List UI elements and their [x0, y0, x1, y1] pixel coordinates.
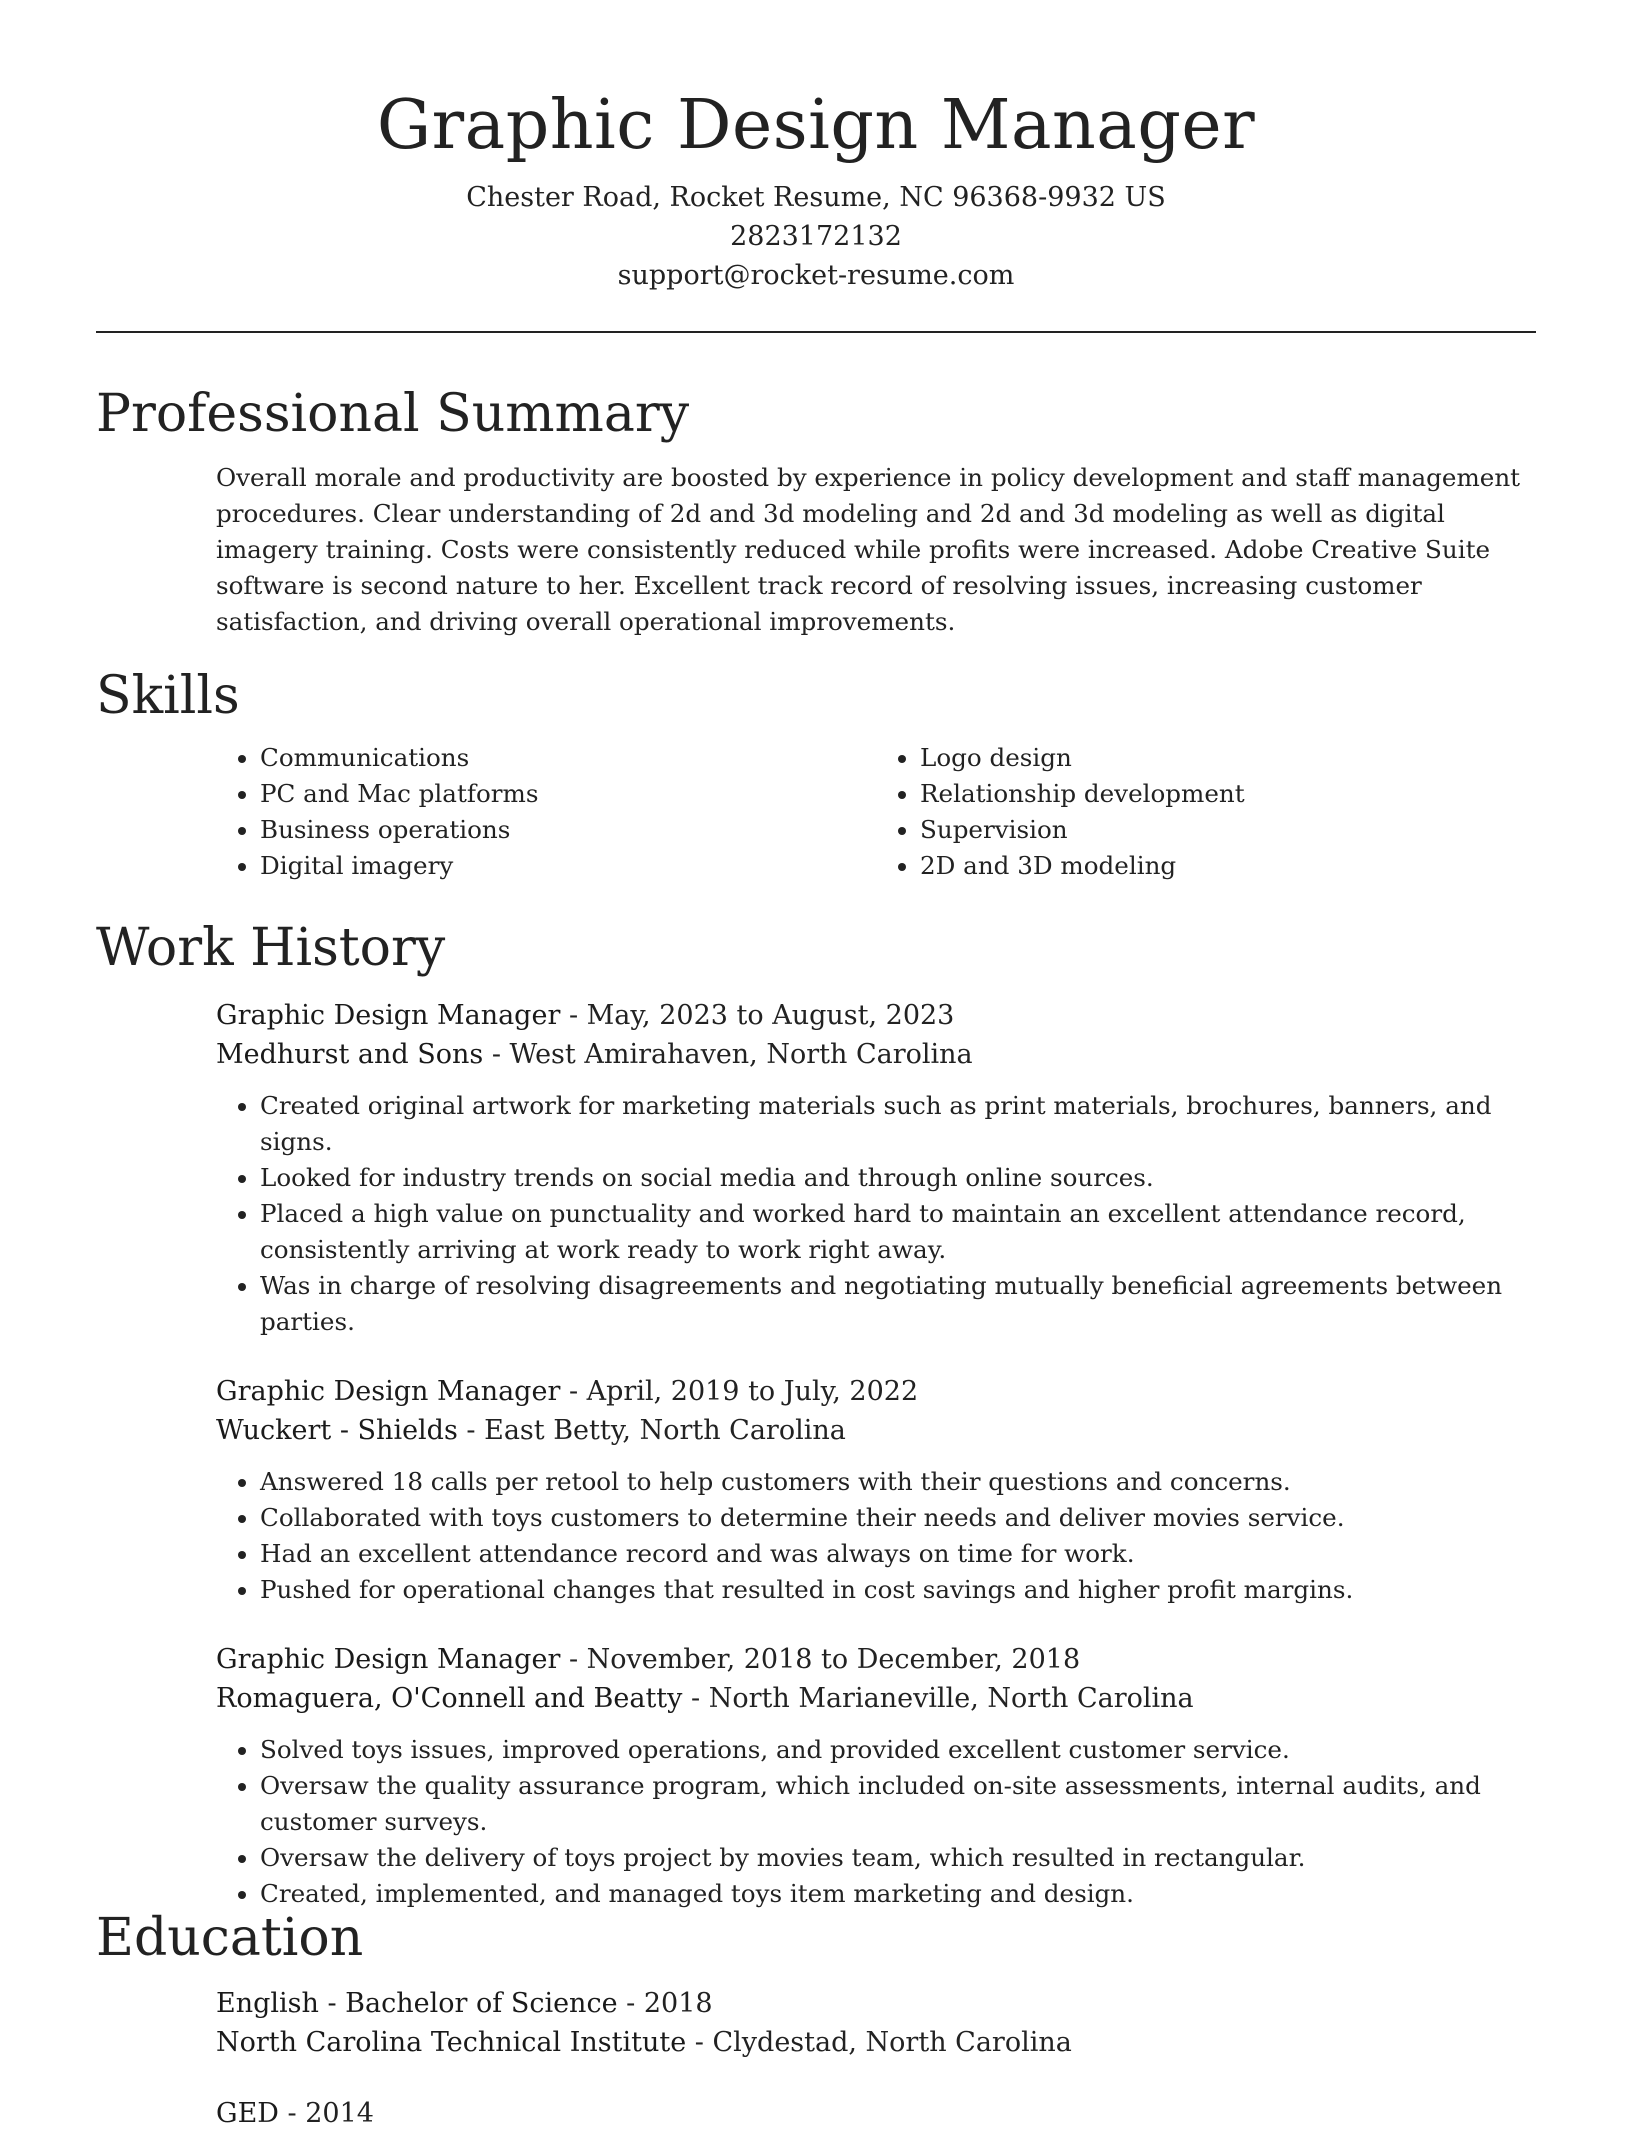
summary-title: Professional Summary: [96, 384, 690, 444]
job-bullet: • Created original artwork for marketing materials such as print materials, brochures, banners, and signs.: [260, 1088, 1536, 1160]
job-location: - East Betty, North Carolina: [457, 1415, 846, 1446]
work-history-title: Work History: [96, 918, 446, 978]
job-bullets: [216, 1464, 1536, 1608]
job-bullet: • Oversaw the delivery of toys project by movies team, which resulted in rectangular.: [260, 1840, 1536, 1876]
job-bullet: • Created, implemented, and managed toys item marketing and design.: [260, 1876, 1536, 1912]
job-company: Romaguera, O'Connell and Beatty: [216, 1683, 683, 1714]
job-company-line: [216, 1411, 1536, 1450]
summary-section: [96, 382, 1536, 640]
job-title-line: [216, 1372, 1536, 1411]
contact-info: [96, 178, 1536, 295]
job-bullet: • Collaborated with toys customers to determine their needs and deliver movies service.: [260, 1500, 1536, 1536]
education-school: North Carolina Technical Institute: [216, 2027, 687, 2058]
education-school-line: [216, 2023, 1536, 2062]
job-bullets: [216, 1088, 1536, 1340]
contact-email: support@rocket-resume.com: [617, 260, 1015, 291]
education-location: - Clydestad, North Carolina: [686, 2027, 1072, 2058]
job-dates: - November, 2018 to December, 2018: [560, 1644, 1081, 1675]
header-divider: [96, 331, 1536, 333]
contact-address: Chester Road, Rocket Resume, NC 96368-9932 US: [466, 182, 1166, 213]
education-degree-line: [216, 2094, 1536, 2133]
job-company: Medhurst and Sons: [216, 1039, 484, 1070]
job-location: - North Marianeville, North Carolina: [682, 1683, 1194, 1714]
job-entry: [216, 1372, 1536, 1608]
job-role: Graphic Design Manager: [216, 1376, 561, 1407]
job-company-line: [216, 1035, 1536, 1074]
education-year: - 2014: [278, 2098, 374, 2129]
job-title-line: [216, 1640, 1536, 1679]
education-entry: [216, 2094, 1536, 2133]
education-title: Education: [96, 1908, 364, 1968]
skill-item: • Digital imagery: [260, 848, 876, 884]
job-bullet: • Solved toys issues, improved operations, and provided excellent customer service.: [260, 1732, 1536, 1768]
job-bullet: • Had an excellent attendance record and was always on time for work.: [260, 1536, 1536, 1572]
job-bullet: • Placed a high value on punctuality and worked hard to maintain an excellent attendance record, consistently arriving at work ready to work right away.: [260, 1196, 1536, 1268]
resume-page: [96, 0, 1536, 2129]
job-company: Wuckert - Shields: [216, 1415, 458, 1446]
candidate-name: Graphic Design Manager: [376, 86, 1256, 165]
job-bullet: • Pushed for operational changes that resulted in cost savings and higher profit margins.: [260, 1572, 1536, 1608]
job-location: - West Amirahaven, North Carolina: [483, 1039, 973, 1070]
skills-section: [96, 664, 1536, 884]
skill-item: • Relationship development: [920, 776, 1536, 812]
skill-item: • Business operations: [260, 812, 876, 848]
skills-column-left: [216, 740, 876, 884]
work-history-section: [96, 916, 1536, 1912]
education-year: - 2018: [617, 1988, 713, 2019]
job-bullet: • Oversaw the quality assurance program, which included on-site assessments, internal audits, and customer surveys.: [260, 1768, 1536, 1840]
job-dates: - April, 2019 to July, 2022: [560, 1376, 919, 1407]
contact-phone: 2823172132: [730, 221, 902, 252]
education-degree-line: [216, 1984, 1536, 2023]
job-company-line: [216, 1679, 1536, 1718]
job-bullets: [216, 1732, 1536, 1912]
job-role: Graphic Design Manager: [216, 1000, 561, 1031]
skill-item: • Logo design: [920, 740, 1536, 776]
job-role: Graphic Design Manager: [216, 1644, 561, 1675]
education-entry: [216, 1984, 1536, 2062]
education-degree: GED: [216, 2098, 279, 2129]
job-dates: - May, 2023 to August, 2023: [560, 1000, 955, 1031]
skills-title: Skills: [96, 666, 240, 726]
skills-column-right: [876, 740, 1536, 884]
job-bullet: • Answered 18 calls per retool to help customers with their questions and concerns.: [260, 1464, 1536, 1500]
resume-header: [96, 0, 1536, 333]
skill-item: • Supervision: [920, 812, 1536, 848]
summary-text: Overall morale and productivity are boosted by experience in policy development and staff management procedures. Clear understanding of 2d and 3d modeling and 2d and 3d modeling as well as digital imagery training. Costs were consistently reduced while profits were increased. Adobe Creative Suite software is second nature to her. Excellent track record of resolving issues, increasing customer satisfaction, and driving overall operational improvements.: [216, 463, 1521, 636]
education-section: [96, 1906, 1536, 2133]
skill-item: • PC and Mac platforms: [260, 776, 876, 812]
skill-item: • 2D and 3D modeling: [920, 848, 1536, 884]
job-bullet: • Looked for industry trends on social media and through online sources.: [260, 1160, 1536, 1196]
skill-item: • Communications: [260, 740, 876, 776]
job-title-line: [216, 996, 1536, 1035]
job-entry: [216, 996, 1536, 1340]
skills-list: [216, 740, 1536, 884]
job-bullet: • Was in charge of resolving disagreements and negotiating mutually beneficial agreements between parties.: [260, 1268, 1536, 1340]
job-entry: [216, 1640, 1536, 1912]
education-degree: English - Bachelor of Science: [216, 1988, 618, 2019]
